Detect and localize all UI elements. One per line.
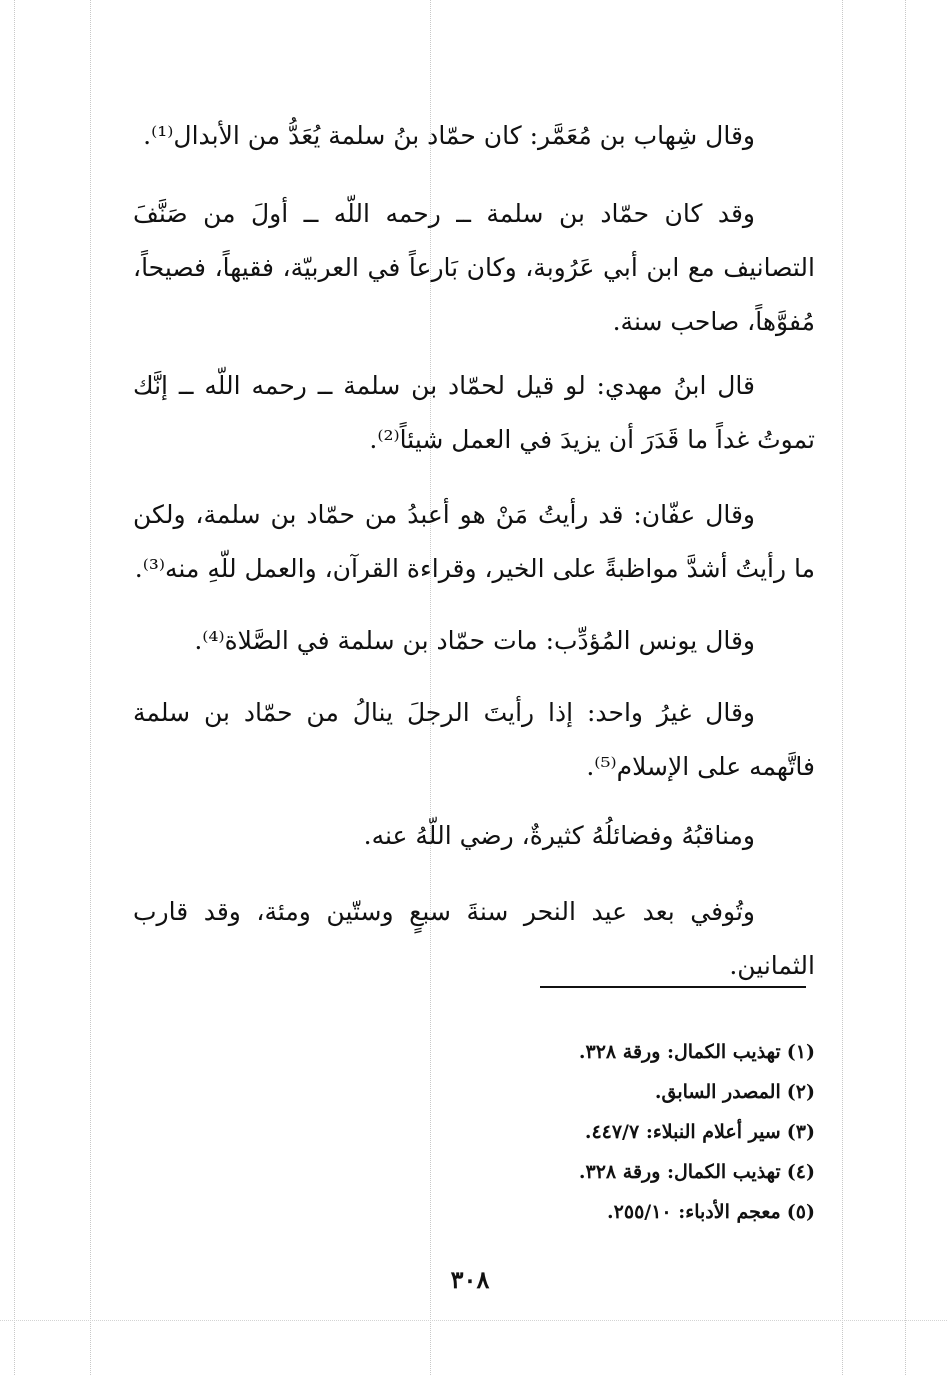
paragraph-8: وتُوفي بعد عيد النحر سنةَ سبعٍ وستّين ومئة، وقد قارب الثمانين. <box>133 897 815 980</box>
footnote-text: تهذيب الكمال: ورقة ٣٢٨. <box>578 1041 781 1063</box>
scan-guide-line <box>90 0 91 1375</box>
paragraph-4: وقال عفّان: قد رأيتُ مَنْ هو أعبدُ من حمّاد بن سلمة، ولكن ما رأيتُ أشدَّ مواظبةً على الخير، وقراءة القرآن، والعمل للّهِ منه⁽³⁾. <box>133 500 815 583</box>
footnote-text: معجم الأدباء: ٢٥٥/١٠. <box>607 1201 781 1223</box>
footnote-3 <box>415 1120 815 1144</box>
paragraph-3: قال ابنُ مهدي: لو قيل لحمّاد بن سلمة ــ رحمه اللّه ــ إنَّك تموتُ غداً ما قَدَرَ أن يزيدَ في العمل شيئاً⁽²⁾. <box>133 371 815 454</box>
paragraph-6: وقال غيرُ واحد: إذا رأيتَ الرجلَ ينالُ من حمّاد بن سلمة فاتَّهمه على الإسلام⁽⁵⁾. <box>133 698 815 781</box>
footnote-4 <box>415 1160 815 1184</box>
footnote-number: (٥) <box>786 1201 815 1223</box>
scan-guide-line <box>0 1320 947 1321</box>
footnote-text: سير أعلام النبلاء: ٤٤٧/٧. <box>584 1121 781 1143</box>
footnote-1 <box>415 1040 815 1064</box>
footnote-number: (٤) <box>786 1161 815 1183</box>
scan-guide-line <box>905 0 906 1375</box>
footnote-number: (٢) <box>786 1081 815 1103</box>
paragraph-1: وقال شِهاب بن مُعَمَّر: كان حمّاد بنُ سلمة يُعَدُّ من الأبدال⁽¹⁾. <box>143 121 755 150</box>
footnote-number: (٣) <box>786 1121 815 1143</box>
footnote-separator <box>540 986 806 988</box>
scan-guide-line <box>14 0 15 1375</box>
footnote-text: تهذيب الكمال: ورقة ٣٢٨. <box>578 1161 781 1183</box>
scan-guide-line <box>842 0 843 1375</box>
paragraph-2: وقد كان حمّاد بن سلمة ــ رحمه اللّه ــ أولَ من صَنَّفَ التصانيف مع ابن أبي عَرُوبة، وكان بَارعاً في العربيّة، فقيهاً، فصيحاً، مُفوَّهاً، صاحب سنة. <box>133 199 815 336</box>
footnote-5 <box>415 1200 815 1224</box>
footnote-number: (١) <box>786 1041 815 1063</box>
paragraph-7: ومناقبُهُ وفضائلُهُ كثيرةٌ، رضي اللّهُ عنه. <box>363 821 755 850</box>
footnote-2 <box>415 1080 815 1104</box>
paragraph-5: وقال يونس المُؤدِّب: مات حمّاد بن سلمة في الصَّلاة⁽⁴⁾. <box>194 626 755 655</box>
footnote-text: المصدر السابق. <box>654 1081 781 1103</box>
page-number: ٣٠٨ <box>450 1265 490 1294</box>
